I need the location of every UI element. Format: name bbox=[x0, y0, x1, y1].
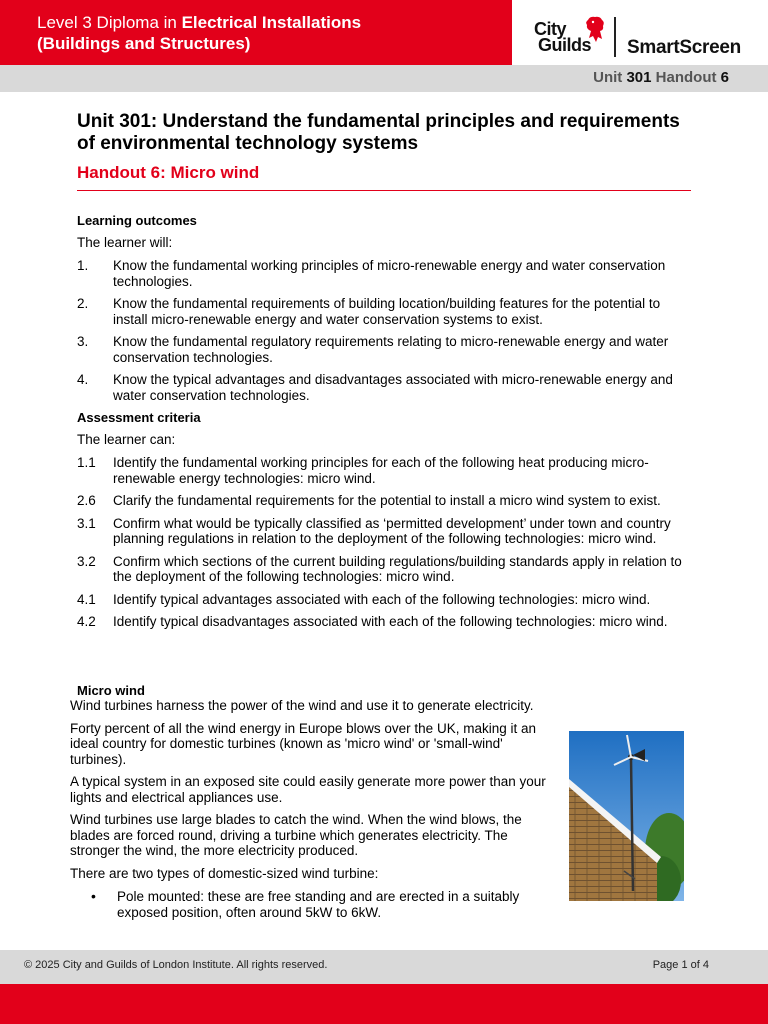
course-title-line2: (Buildings and Structures) bbox=[37, 34, 251, 53]
list-item bbox=[77, 334, 691, 365]
assessment-criteria-heading: Assessment criteria bbox=[77, 410, 201, 425]
micro-wind-heading: Micro wind bbox=[77, 683, 145, 698]
item-number: 2.6 bbox=[77, 493, 96, 508]
list-item bbox=[77, 554, 691, 585]
micro-wind-body bbox=[70, 698, 550, 920]
unit-handout-label bbox=[593, 69, 729, 86]
handout-label: Handout bbox=[655, 69, 717, 86]
handout-title: Handout 6: Micro wind bbox=[77, 163, 260, 182]
body-paragraph: There are two types of domestic-sized wind turbine: bbox=[70, 865, 379, 881]
learner-will-text: The learner will: bbox=[77, 235, 173, 250]
unit-handout-bar bbox=[0, 65, 768, 92]
list-item bbox=[77, 516, 691, 547]
footer-bar bbox=[0, 950, 768, 984]
logo-smartscreen-text: SmartScreen bbox=[627, 37, 741, 58]
item-number: 4.2 bbox=[77, 614, 96, 629]
course-prefix: Level 3 Diploma in bbox=[37, 13, 182, 32]
page-number: Page 1 of 4 bbox=[652, 959, 709, 971]
item-text: Know the fundamental working principles of micro-renewable energy and water conservation technologies. bbox=[113, 258, 666, 289]
brand-logo-area bbox=[512, 0, 768, 65]
learner-can-text: The learner can: bbox=[77, 432, 176, 447]
footer-red-band bbox=[0, 984, 768, 1024]
list-item bbox=[77, 296, 691, 327]
wind-turbine-photo bbox=[569, 731, 684, 901]
bullet-item bbox=[70, 889, 550, 920]
course-title-line1 bbox=[37, 13, 361, 33]
list-item bbox=[77, 372, 691, 403]
item-text: Know the fundamental requirements of building location/building features for the potential to install micro-renewable energy and water conservation systems to exist. bbox=[113, 296, 661, 327]
body-paragraph: Wind turbines harness the power of the wind and use it to generate electricity. bbox=[70, 698, 534, 713]
item-text: Know the typical advantages and disadvantages associated with micro-renewable energy and water conservation technologies. bbox=[113, 372, 673, 403]
criteria-list bbox=[77, 455, 691, 630]
item-number: 4. bbox=[77, 372, 89, 387]
item-text: Identify the fundamental working principles for each of the following heat producing micro-renewable energy technologies: micro wind. bbox=[113, 455, 649, 486]
document-content bbox=[77, 111, 691, 637]
item-number: 2. bbox=[77, 296, 89, 311]
item-text: Identify typical disadvantages associated with each of the following technologies: micro wind. bbox=[113, 614, 668, 629]
item-number: 3.2 bbox=[77, 553, 96, 569]
bullet-icon: • bbox=[91, 888, 96, 904]
item-number: 4.1 bbox=[77, 591, 96, 607]
item-text: Clarify the fundamental requirements for the potential to install a micro wind system to exist. bbox=[113, 493, 661, 508]
list-item bbox=[77, 493, 691, 509]
item-number: 3. bbox=[77, 334, 89, 349]
title-divider bbox=[77, 190, 691, 191]
logo-divider bbox=[614, 17, 616, 57]
logo-guilds-text: Guilds bbox=[538, 35, 592, 55]
copyright-text: © 2025 City and Guilds of London Institute. All rights reserved. bbox=[24, 959, 328, 971]
learning-outcomes-heading: Learning outcomes bbox=[77, 213, 197, 228]
list-item bbox=[77, 455, 691, 486]
list-item bbox=[77, 614, 691, 630]
item-text: Know the fundamental regulatory requirements relating to micro-renewable energy and water conservation technologies. bbox=[113, 334, 669, 365]
body-paragraph: Forty percent of all the wind energy in Europe blows over the UK, making it an ideal country for domestic turbines (known as 'micro wind' or 'small-wind' turbines). bbox=[70, 720, 536, 767]
item-number: 1. bbox=[77, 258, 89, 273]
list-item bbox=[77, 258, 691, 289]
lion-emblem-icon bbox=[584, 14, 606, 44]
bullet-text: Pole mounted: these are free standing and are erected in a suitably exposed position, often around 5kW to 6kW. bbox=[117, 889, 520, 920]
course-name: Electrical Installations bbox=[181, 13, 362, 32]
list-item bbox=[77, 592, 691, 608]
item-text: Confirm what would be typically classified as ‘permitted development’ under town and country planning regulations in relation to the deployment of the following technologies: micro wind. bbox=[113, 515, 671, 546]
item-number: 1.1 bbox=[77, 455, 96, 470]
handout-number: 6 bbox=[720, 69, 729, 86]
wind-turbine-image bbox=[569, 731, 684, 901]
unit-label: Unit bbox=[593, 69, 623, 86]
item-number: 3.1 bbox=[77, 515, 96, 531]
item-text: Identify typical advantages associated with each of the following technologies: micro wind. bbox=[113, 591, 651, 607]
body-paragraph: Wind turbines use large blades to catch the wind. When the wind blows, the blades are forced round, driving a turbine which generates electricity. The stronger the wind, the more electricity produced. bbox=[70, 812, 522, 858]
outcomes-list bbox=[77, 258, 691, 403]
header-banner bbox=[0, 0, 512, 65]
page-title: Unit 301: Understand the fundamental principles and requirements of environmental technology systems bbox=[77, 111, 680, 154]
item-text: Confirm which sections of the current building regulations/building standards apply in relation to the deployment of the following technologies: micro wind. bbox=[113, 553, 682, 584]
body-paragraph: A typical system in an exposed site could easily generate more power than your lights and electrical appliances use. bbox=[70, 774, 546, 805]
unit-number: 301 bbox=[626, 69, 652, 86]
logo-city-text: City bbox=[534, 19, 567, 39]
